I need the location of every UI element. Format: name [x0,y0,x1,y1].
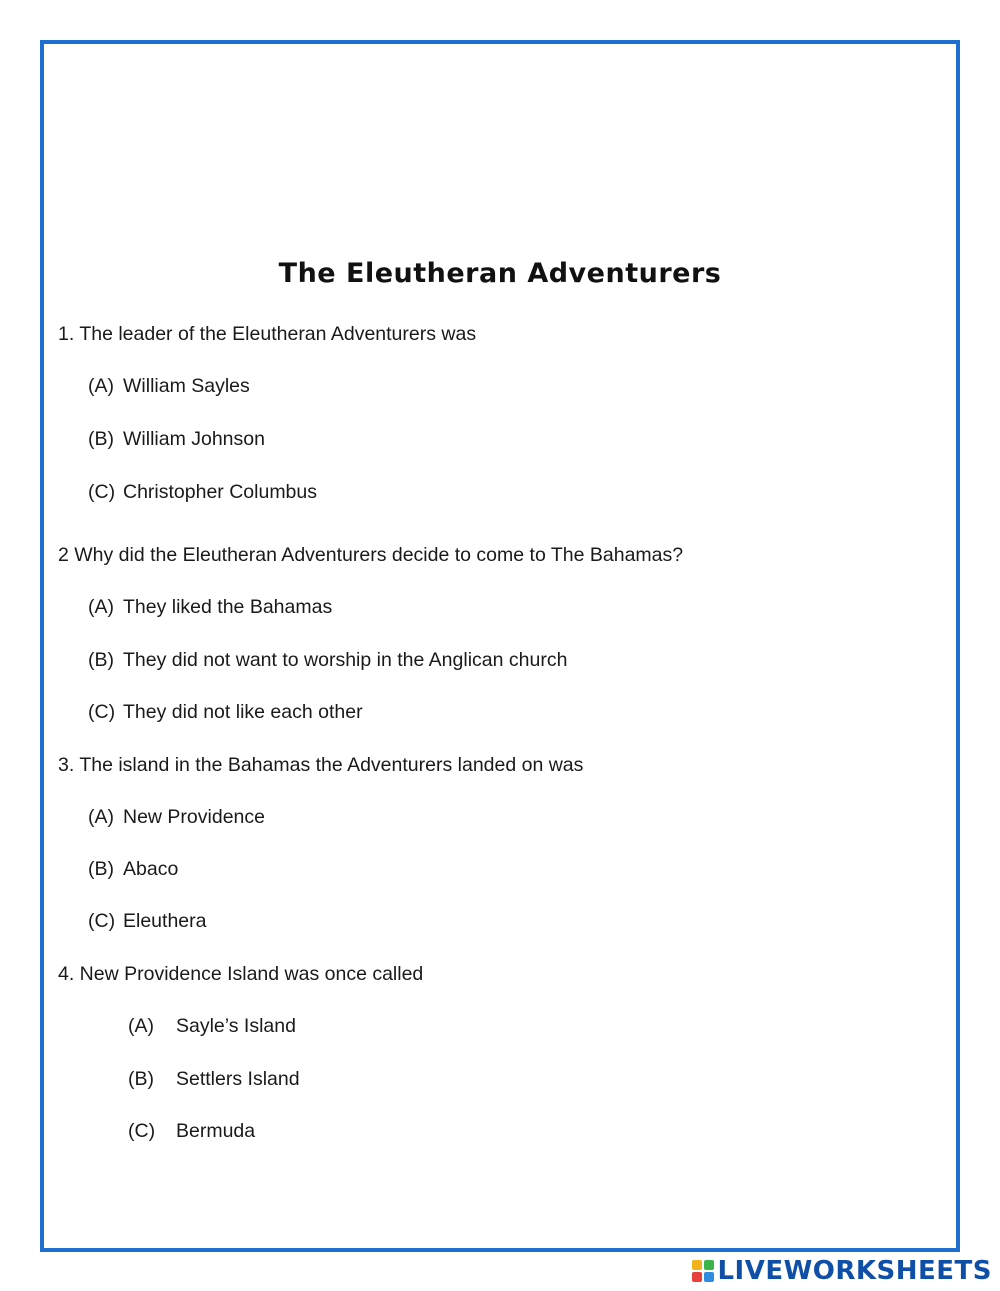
option-text: New Providence [123,806,265,828]
option-letter: (C) [128,1120,156,1142]
question-4-option-c[interactable] [128,1119,255,1143]
option-letter: (C) [88,910,116,932]
question-1: 1. The leader of the Eleutheran Adventurers was [58,323,477,345]
option-letter: (B) [88,858,114,880]
option-letter: (A) [88,806,114,828]
liveworksheets-logo[interactable] [692,1256,992,1286]
liveworksheets-logo-text: LIVEWORKSHEETS [717,1256,992,1286]
option-letter: (A) [128,1015,154,1037]
question-1-option-a[interactable] [88,374,250,398]
question-2: 2 Why did the Eleutheran Adventurers decide to come to The Bahamas? [58,544,684,566]
option-letter: (B) [88,428,114,450]
question-2-option-a[interactable] [88,595,332,619]
option-text: William Sayles [123,375,250,397]
question-2-option-c[interactable] [88,700,363,724]
option-text: Eleuthera [123,910,207,932]
question-3-option-b[interactable] [88,857,178,881]
option-text: They did not want to worship in the Anglican church [123,649,568,671]
option-text: Bermuda [176,1120,256,1142]
option-letter: (A) [88,596,114,618]
question-3-option-a[interactable] [88,805,265,829]
option-text: William Johnson [123,428,265,450]
option-text: Settlers Island [176,1068,300,1090]
liveworksheets-logo-icon [692,1260,714,1282]
option-letter: (B) [88,649,114,671]
question-4-option-a[interactable] [128,1014,296,1038]
question-1-option-b[interactable] [88,427,265,451]
option-letter: (A) [88,375,114,397]
option-text: Christopher Columbus [123,481,318,503]
worksheet-title: The Eleutheran Adventurers [278,258,722,289]
question-3: 3. The island in the Bahamas the Adventurers landed on was [58,754,584,776]
option-text: They liked the Bahamas [123,596,333,618]
question-4-option-b[interactable] [128,1067,300,1091]
option-letter: (B) [128,1068,154,1090]
option-letter: (C) [88,481,116,503]
question-1-option-c[interactable] [88,480,317,504]
option-text: Abaco [123,858,179,880]
option-text: They did not like each other [123,701,363,723]
question-2-option-b[interactable] [88,648,567,672]
question-3-option-c[interactable] [88,909,206,933]
option-letter: (C) [88,701,116,723]
question-4: 4. New Providence Island was once called [58,963,424,985]
option-text: Sayle’s Island [176,1015,296,1037]
